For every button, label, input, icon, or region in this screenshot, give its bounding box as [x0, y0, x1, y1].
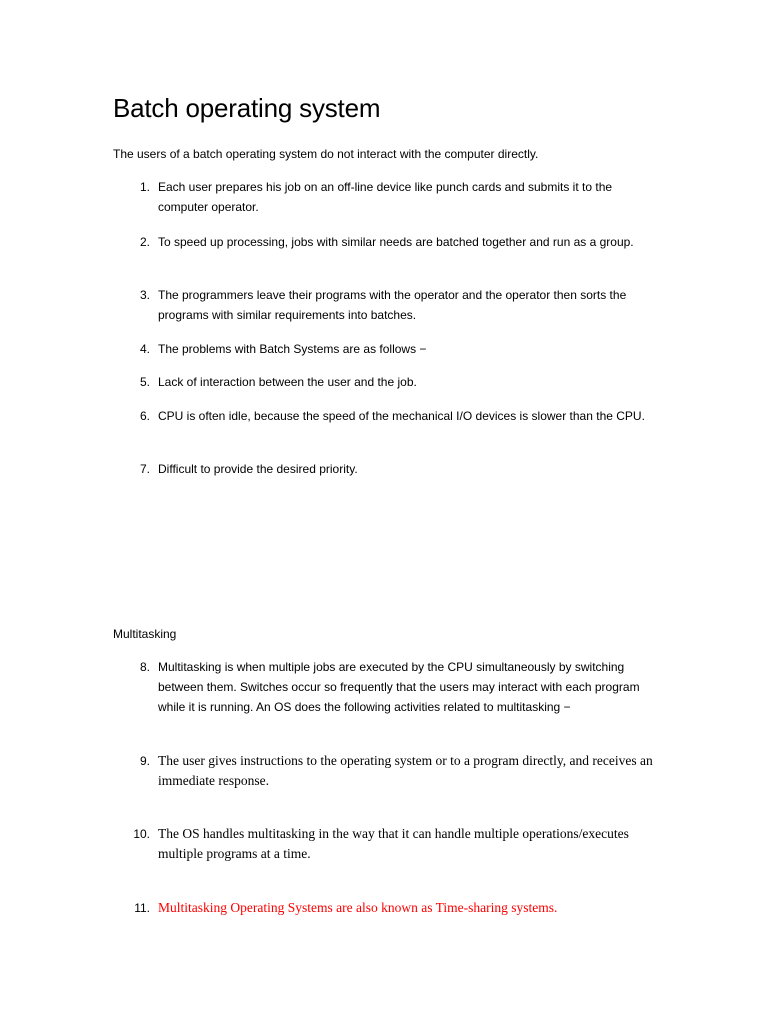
list-item-text: Multitasking Operating Systems are also known as Time-sharing systems.: [158, 900, 558, 915]
list-item-number: 10.: [133, 827, 150, 841]
list-item: [126, 232, 656, 252]
list-item-number: 2.: [139, 235, 150, 249]
list-item-text: To speed up processing, jobs with similar needs are batched together and run as a group.: [158, 235, 634, 249]
list-item: [126, 285, 656, 325]
list-item-number: 9.: [139, 754, 150, 768]
list-item: [126, 824, 656, 864]
list-item-text: Multitasking is when multiple jobs are executed by the CPU simultaneously by switching between them. Switches occur so frequently that the users may interact with each program while it is running. An OS does the following activities related to multitasking −: [158, 660, 640, 714]
document-title: Batch operating system: [113, 93, 381, 123]
list-item-number: 11.: [134, 901, 150, 915]
list-item-number: 6.: [139, 409, 150, 423]
list-item-text: CPU is often idle, because the speed of the mechanical I/O devices is slower than the CPU.: [158, 409, 645, 423]
section-heading-multitasking: Multitasking: [113, 627, 177, 641]
list-item-text: The user gives instructions to the operating system or to a program directly, and receives an immediate response.: [158, 753, 653, 788]
list-item: [126, 657, 656, 717]
list-item: [126, 406, 656, 426]
list-item-number: 4.: [139, 342, 150, 356]
list-item-text: The programmers leave their programs with the operator and the operator then sorts the programs with similar requirements into batches.: [158, 288, 627, 322]
list-item: [126, 372, 656, 392]
list-item-text: Each user prepares his job on an off-line device like punch cards and submits it to the computer operator.: [158, 180, 613, 214]
list-item-text: The problems with Batch Systems are as follows −: [158, 342, 427, 356]
list-item-number: 3.: [139, 288, 150, 302]
list-item-number: 7.: [139, 462, 150, 476]
intro-paragraph: The users of a batch operating system do not interact with the computer directly.: [113, 147, 539, 161]
list-item-highlighted: [126, 898, 656, 918]
list-item-number: 5.: [139, 375, 150, 389]
list-item: [126, 339, 656, 359]
list-item-text: Lack of interaction between the user and the job.: [158, 375, 417, 389]
list-item-number: 8.: [139, 660, 150, 674]
list-item: [126, 751, 656, 791]
list-item-text: The OS handles multitasking in the way that it can handle multiple operations/executes multiple programs at a time.: [158, 826, 629, 861]
list-item: [126, 459, 656, 479]
list-item-number: 1.: [139, 180, 150, 194]
list-item: [126, 177, 656, 217]
list-item-text: Difficult to provide the desired priority.: [158, 462, 358, 476]
